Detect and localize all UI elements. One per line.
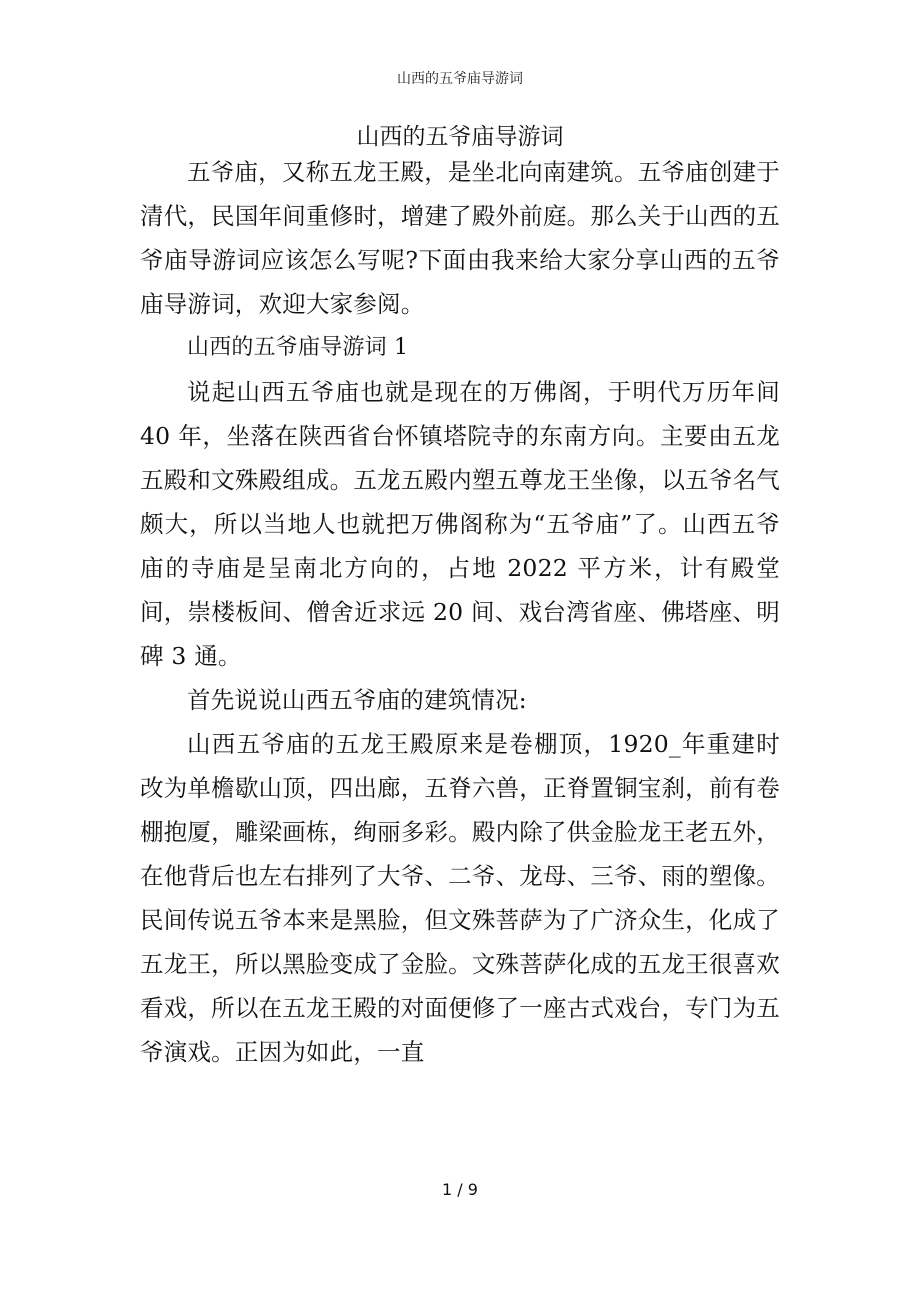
running-header: 山西的五爷庙导游词 (397, 71, 523, 87)
body-paragraph-1: 说起山西五爷庙也就是现在的万佛阁，于明代万历年间 40 年，坐落在陕西省台怀镇塔院寺的东南方向。主要由五龙五殿和文殊殿组成。五龙五殿内塑五尊龙王坐像，以五爷名气颇大，所以当地人也就把万佛阁称为“五爷庙”了。山西五爷庙的寺庙是呈南北方向的，占地 2022 平方米，计有殿堂间，崇楼板间、僧舍近求远 20 间、戏台湾省座、佛塔座、明碑 3 通。 (140, 378, 780, 670)
body-paragraph-2: 首先说说山西五爷庙的建筑情况: (187, 686, 527, 714)
body-paragraph-3: 山西五爷庙的五龙王殿原来是卷棚顶，1920_年重建时改为单檐歇山顶，四出廊，五脊六兽，正脊置铜宝刹，前有卷棚抱厦，雕梁画栋，绚丽多彩。殿内除了供金脸龙王老五外，在他背后也左右排列了大爷、二爷、龙母、三爷、雨的塑像。民间传说五爷本来是黑脸，但文殊菩萨为了广济众生，化成了五龙王，所以黑脸变成了金脸。文殊菩萨化成的五龙王很喜欢看戏，所以在五龙王殿的对面便修了一座古式戏台，专门为五爷演戏。正因为如此，一直 (140, 730, 780, 1066)
page-number: 1 / 9 (442, 1180, 478, 1199)
intro-paragraph: 五爷庙，又称五龙王殿，是坐北向南建筑。五爷庙创建于清代，民国年间重修时，增建了殿外前庭。那么关于山西的五爷庙导游词应该怎么写呢?下面由我来给大家分享山西的五爷庙导游词，欢迎大家参阅。 (140, 158, 780, 318)
section-heading: 山西的五爷庙导游词 1 (187, 335, 409, 360)
document-body (140, 150, 780, 1074)
document-title: 山西的五爷庙导游词 (356, 124, 564, 150)
